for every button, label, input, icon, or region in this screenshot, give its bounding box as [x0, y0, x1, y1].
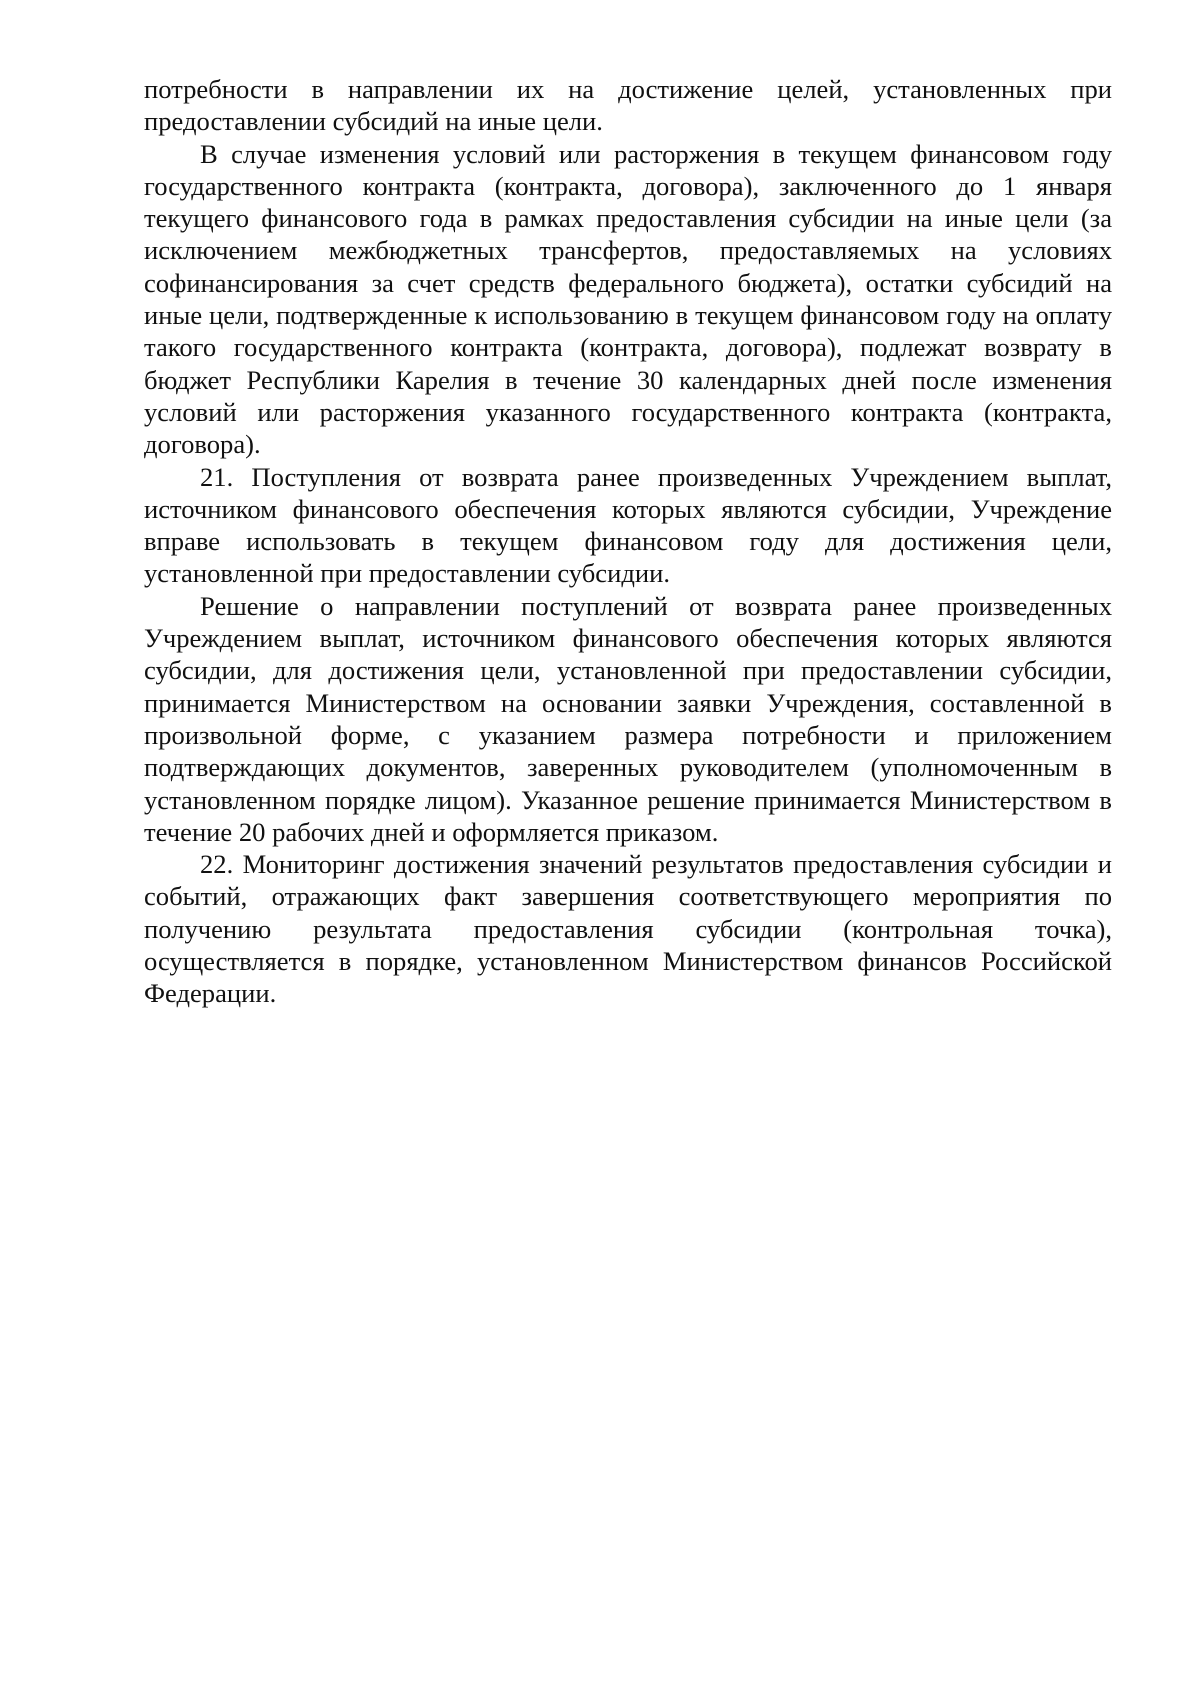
paragraph-clause-22: 22. Мониторинг достижения значений результатов предоставления субсидии и событий, отражающих факт завершения соответствующего мероприятия по получению результата предоставления субсидии (контрольная точка), осуществляется в порядке, установленном Министерством финансов Российской Федерации.	[144, 849, 1112, 1009]
paragraph-continuation: потребности в направлении их на достижение целей, установленных при предоставлении субсидий на иные цели.	[144, 74, 1112, 137]
paragraph-clause-21: 21. Поступления от возврата ранее произведенных Учреждением выплат, источником финансового обеспечения которых являются субсидии, Учреждение вправе использовать в текущем финансовом году для достижения цели, установленной при предоставлении субсидии.	[144, 461, 1112, 589]
paragraph-contract-change: В случае изменения условий или расторжения в текущем финансовом году государственного контракта (контракта, договора), заключенного до 1 января текущего финансового года в рамках предоставления субсидии на иные цели (за исключением межбюджетных трансфертов, предоставляемых на условиях софинансирования за счет средств федерального бюджета), остатки субсидий на иные цели, подтвержденные к использованию в текущем финансовом году на оплату такого государственного контракта (контракта, договора), подлежат возврату в бюджет Республики Карелия в течение 30 календарных дней после изменения условий или расторжения указанного государственного контракта (контракта, договора).	[144, 138, 1112, 460]
paragraph-decision: Решение о направлении поступлений от возврата ранее произведенных Учреждением выплат, источником финансового обеспечения которых являются субсидии, для достижения цели, установленной при предоставлении субсидии, принимается Министерством на основании заявки Учреждения, составленной в произвольной форме, с указанием размера потребности и приложением подтверждающих документов, заверенных руководителем (уполномоченным в установленном порядке лицом). Указанное решение принимается Министерством в течение 20 рабочих дней и оформляется приказом.	[144, 590, 1112, 847]
document-body	[144, 73, 1112, 1010]
